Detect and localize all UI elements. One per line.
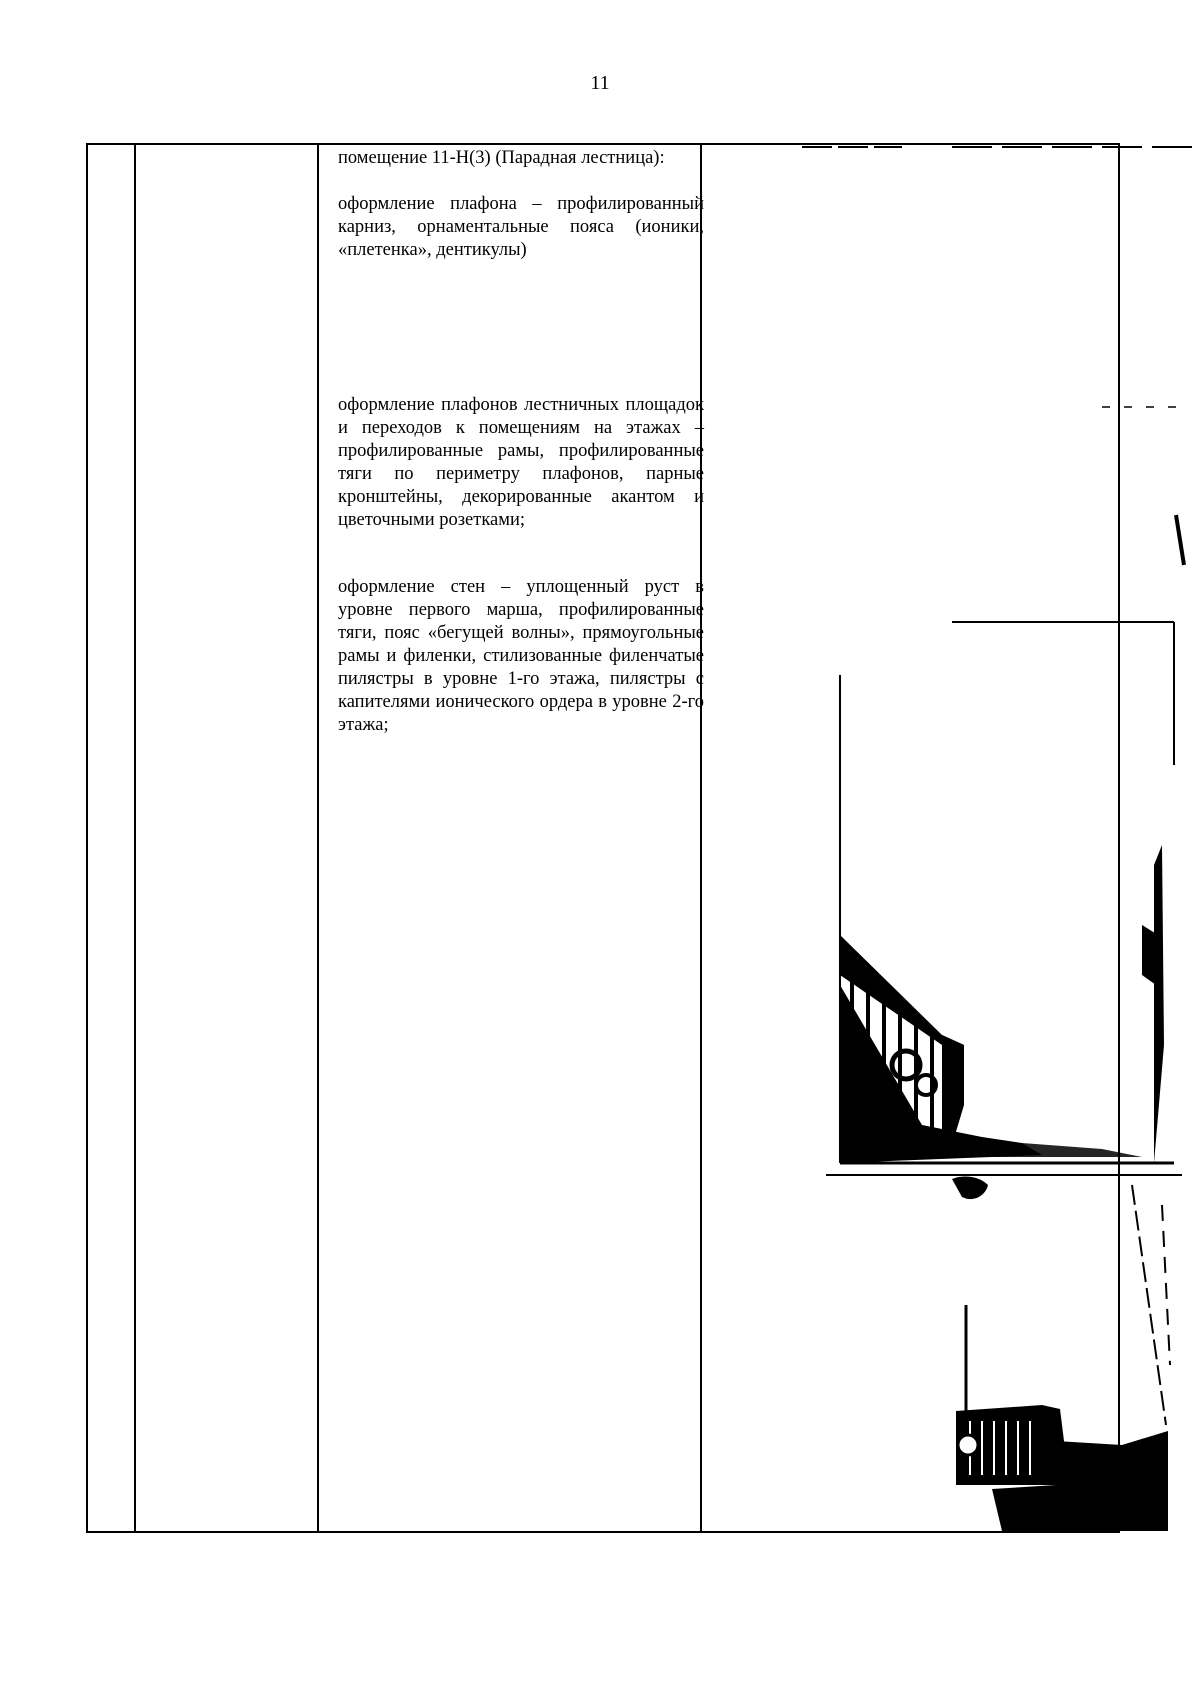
description-paragraph: оформление плафона – профилированный карниз, орнаментальные пояса (ионики, «плетенка», дентикулы)	[338, 194, 704, 260]
staircase-photo-2	[956, 1185, 1170, 1531]
photo-cell	[802, 145, 1118, 1531]
page-number: 11	[590, 72, 610, 94]
description-table	[86, 143, 1120, 1533]
room-heading: помещение 11-Н(3) (Парадная лестница):	[338, 148, 665, 168]
description-paragraph: оформление плафонов лестничных площадок и переходов к помещениям на этажах – профилированные рамы, профилированные тяги по периметру плафонов, парные кронштейны, декорированные акантом и цветочными розетками;	[338, 395, 704, 530]
staircase-photo-1	[826, 622, 1182, 1199]
description-cell	[328, 145, 712, 1531]
column-divider-2	[317, 145, 319, 1531]
scan-artifact	[1176, 515, 1184, 565]
staircase-photos	[802, 145, 1200, 1531]
column-divider-1	[134, 145, 136, 1531]
description-paragraph: оформление стен – уплощенный руст в уровне первого марша, профилированные тяги, пояс «бегущей волны», прямоугольные рамы и филенки, стилизованные филенчатые пилястры в уровне 1-го этажа, пилястры с капителями ионического ордера в уровне 2-го этажа;	[338, 577, 704, 735]
